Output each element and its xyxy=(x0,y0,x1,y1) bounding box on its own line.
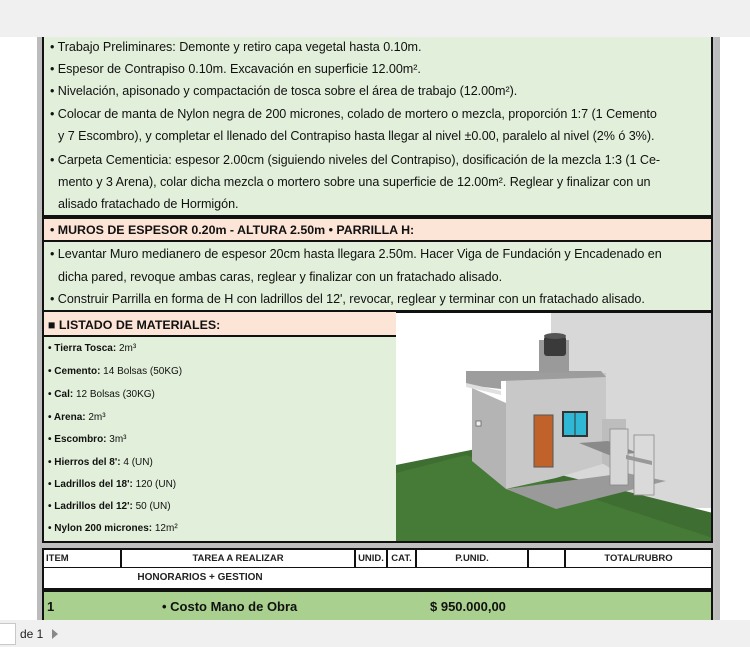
row-item-number: 1 xyxy=(47,599,55,614)
text-line: alisado fratachado de Hormigón. xyxy=(58,197,239,211)
material-item: • Nylon 200 micrones: 12m² xyxy=(48,523,178,534)
col-task: TAREA A REALIZAR xyxy=(122,550,356,567)
col-unit-price: P.UNID. xyxy=(417,550,529,567)
materials-list xyxy=(42,335,397,543)
col-unit: UNID. xyxy=(356,550,388,567)
material-item: • Cemento: 14 Bolsas (50KG) xyxy=(48,366,183,377)
play-right-icon[interactable] xyxy=(52,629,58,639)
material-item: • Tierra Tosca: 2m³ xyxy=(48,343,137,354)
row-price: $ 950.000,00 xyxy=(430,599,506,614)
walls-header: • MUROS DE ESPESOR 0.20m - ALTURA 2.50m • PARRILLA H: xyxy=(50,223,415,237)
material-item: • Arena: 2m³ xyxy=(48,412,106,423)
materials-header: ■ LISTADO DE MATERIALES: xyxy=(48,318,221,332)
page-number-input[interactable] xyxy=(0,623,16,645)
material-item: • Escombro: 3m³ xyxy=(48,434,127,445)
col-item: ITEM xyxy=(44,550,122,567)
text-line: • Carpeta Cementicia: espesor 2.00cm (siguiendo niveles del Contrapiso), dosificación de la mezcla 1:3 (1 Ce- xyxy=(50,153,661,167)
honorarios-section-row xyxy=(42,568,713,590)
text-line: dicha pared, revoque ambas caras, reglear y finalizar con un fratachado alisado. xyxy=(58,270,503,284)
materials-header-bar xyxy=(42,310,397,337)
col-empty xyxy=(529,550,566,567)
row-task: • Costo Mano de Obra xyxy=(162,599,298,614)
text-line: • Nivelación, apisonado y compactación de tosca sobre el área de trabajo (12.00m²). xyxy=(50,84,518,98)
walls-section xyxy=(42,240,713,312)
text-line: • Trabajo Preliminares: Demonte y retiro capa vegetal hasta 0.10m. xyxy=(50,40,422,54)
section-label: HONORARIOS + GESTION xyxy=(137,572,263,583)
col-cat: CAT. xyxy=(388,550,417,567)
material-item: • Cal: 12 Bolsas (30KG) xyxy=(48,389,155,400)
text-line: • Construir Parrilla en forma de H con ladrillos del 12', revocar, reglear y terminar con un fratachado alisado. xyxy=(50,292,645,306)
material-item: • Ladrillos del 18': 120 (UN) xyxy=(48,479,177,490)
budget-table-header xyxy=(42,548,713,569)
table-row xyxy=(42,590,713,620)
text-line: • Espesor de Contrapiso 0.10m. Excavación en superficie 12.00m². xyxy=(50,62,421,76)
text-line: mento y 3 Arena), colar dicha mezcla o mortero sobre una superficie de 12.00m². Reglear y finalizar con un xyxy=(58,175,651,189)
walls-header-bar xyxy=(42,217,713,242)
text-line: y 7 Escombro), y completar el llenado del Contrapiso hasta llegar al nivel ±0.00, paralelo al nivel (2% ó 3%). xyxy=(58,129,655,143)
text-line: • Colocar de manta de Nylon negra de 200 micrones, colado de mortero o mezcla, proporción 1:7 (1 Cemento xyxy=(50,107,657,121)
material-item: • Hierros del 8': 4 (UN) xyxy=(48,457,153,468)
col-total: TOTAL/RUBRO xyxy=(604,553,673,564)
building-render-image xyxy=(396,311,713,543)
preliminary-section xyxy=(42,37,713,217)
text-line: • Levantar Muro medianero de espesor 20cm hasta llegara 2.50m. Hacer Viga de Fundación y Encadenado en xyxy=(50,247,662,261)
viewer-top-bar xyxy=(0,0,750,37)
viewer-bottom-bar xyxy=(0,620,750,647)
material-item: • Ladrillos del 12': 50 (UN) xyxy=(48,501,171,512)
page-count-label: de 1 xyxy=(20,627,44,641)
